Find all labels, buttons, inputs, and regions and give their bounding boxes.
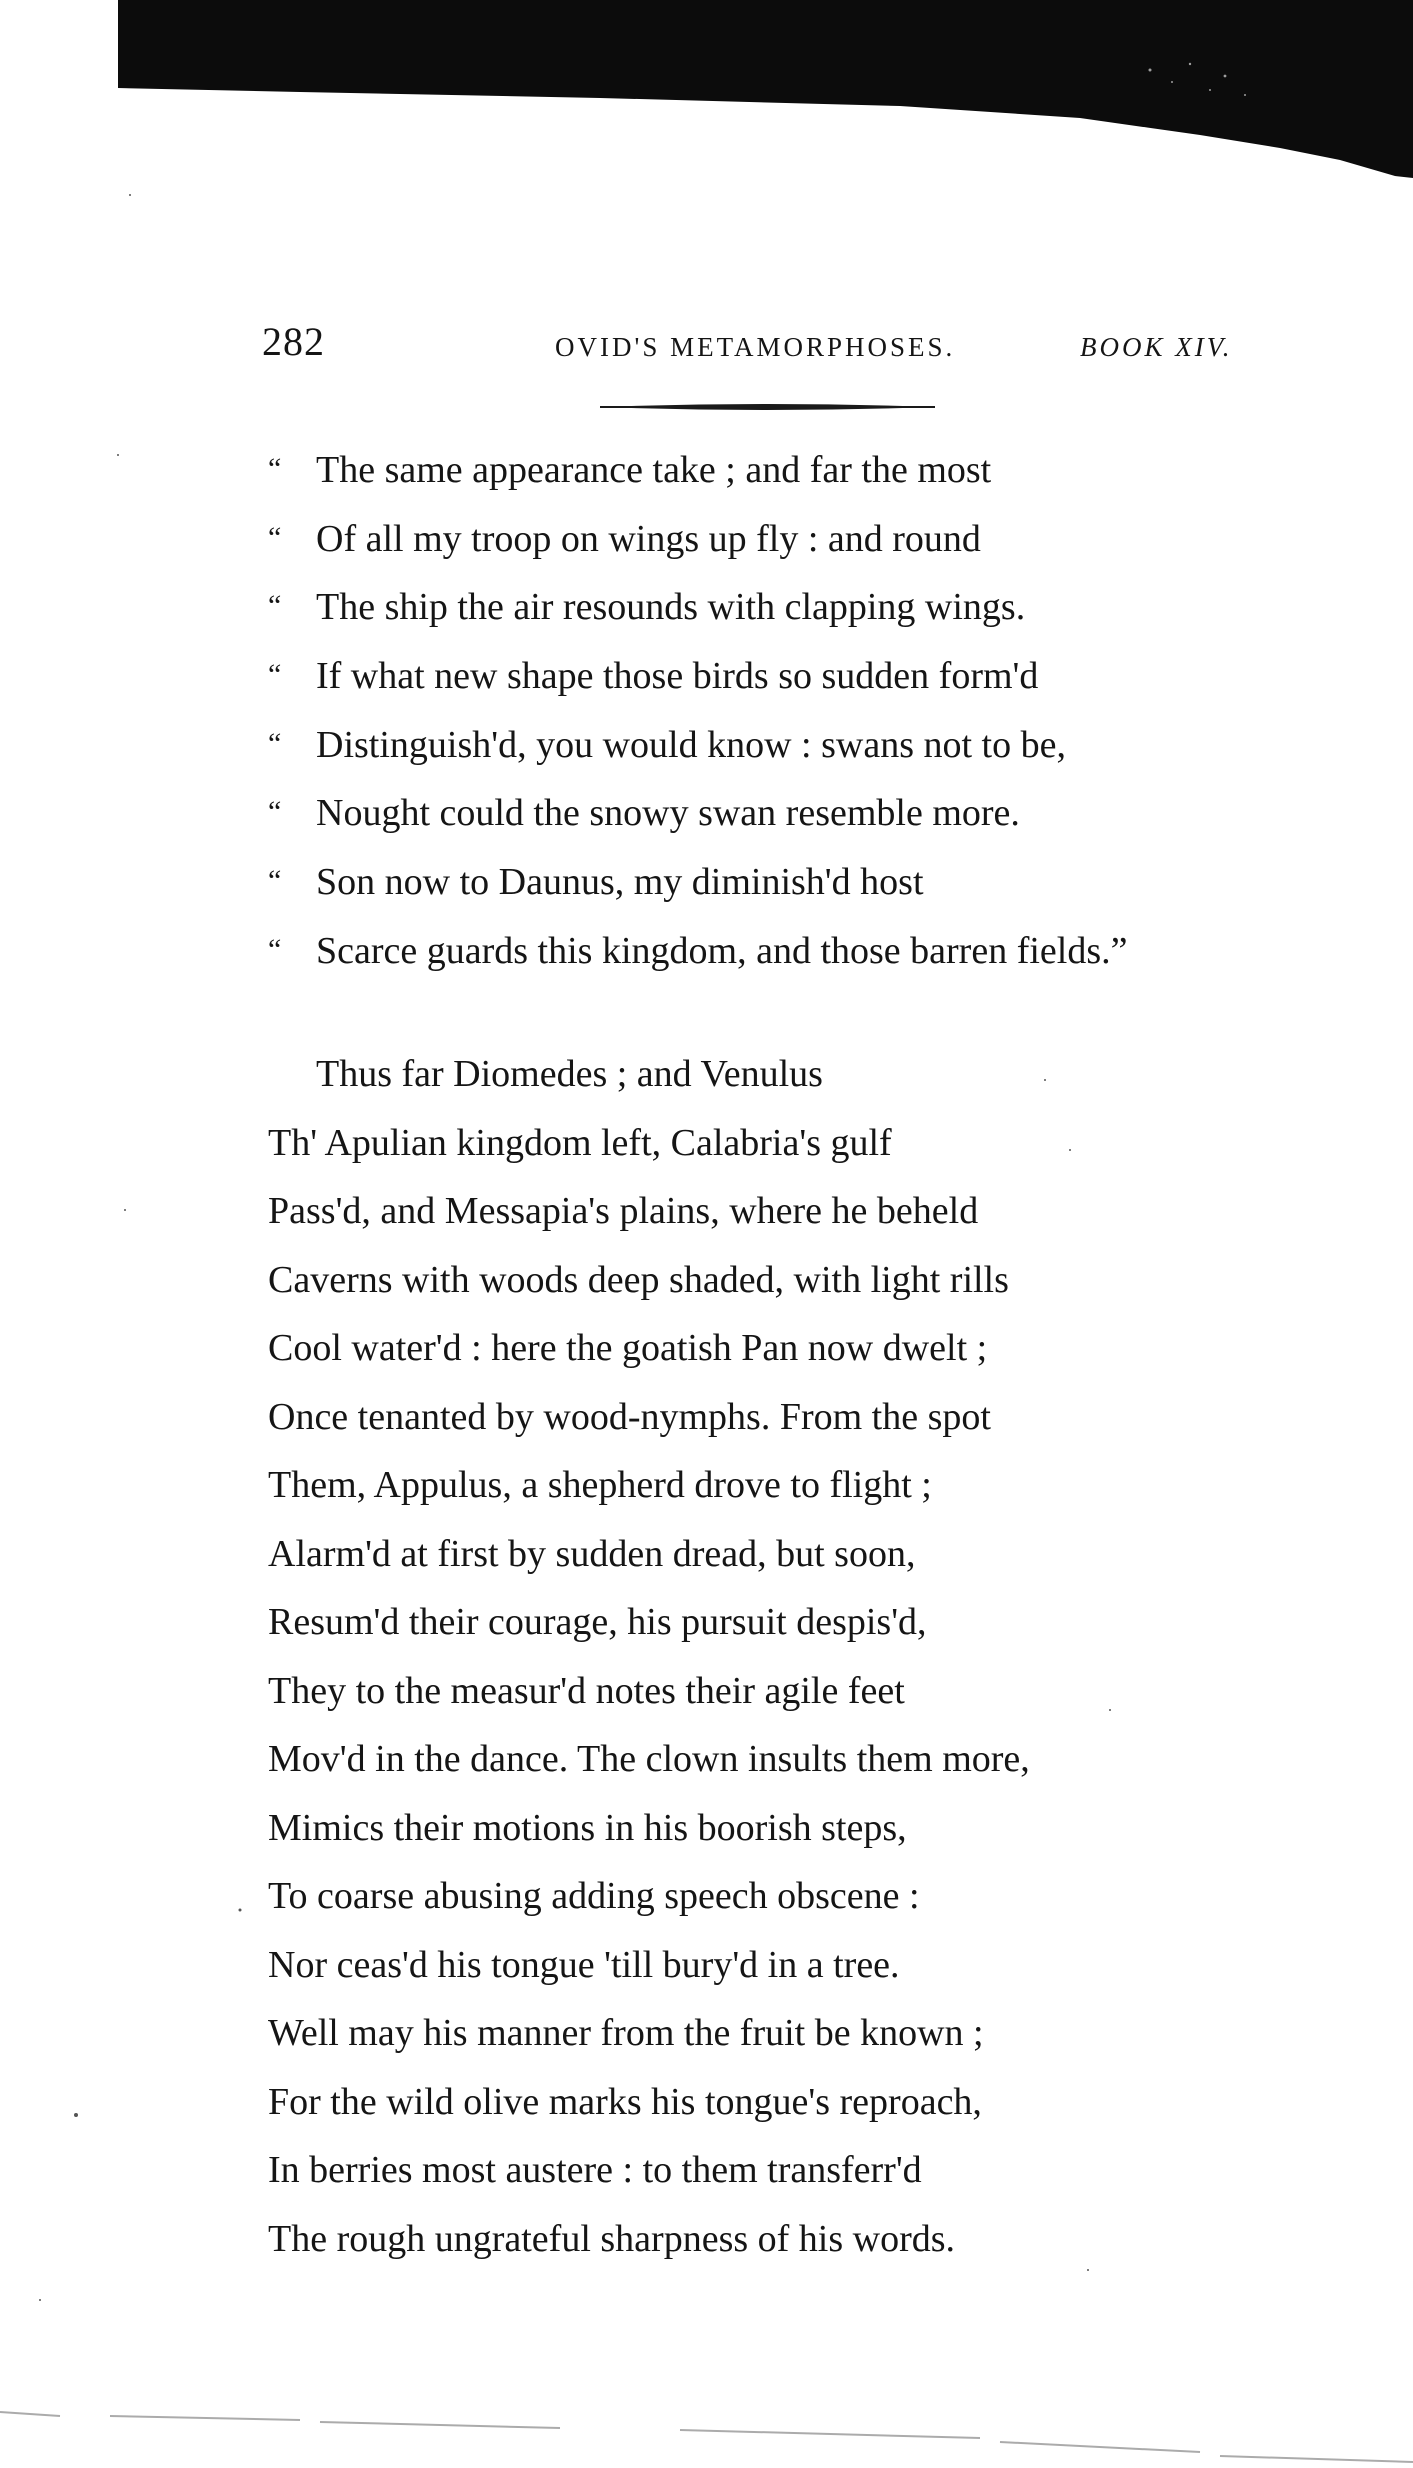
verse-line: Well may his manner from the fruit be known ; xyxy=(268,2012,984,2054)
verse-line: Pass'd, and Messapia's plains, where he beheld xyxy=(268,1190,979,1232)
verse-line: Mimics their motions in his boorish steps, xyxy=(268,1806,907,1849)
quote-mark: “ xyxy=(268,658,282,692)
verse-line: Once tenanted by wood-nymphs. From the spot xyxy=(268,1395,991,1438)
verse-line: Them, Appulus, a shepherd drove to flight ; xyxy=(268,1464,932,1506)
verse-line: Cool water'd : here the goatish Pan now dwelt ; xyxy=(268,1327,988,1369)
quote-mark: “ xyxy=(268,452,282,485)
stanza-line: “ The same appearance take ; and far the most xyxy=(268,440,1328,509)
verse-paragraph xyxy=(268,1045,1328,2278)
page-number: 282 xyxy=(262,319,325,364)
verse-line: Nor ceas'd his tongue 'till bury'd in a tree. xyxy=(268,1943,900,1986)
quote-mark: “ xyxy=(268,932,282,966)
stanza-line: “ The ship the air resounds with clapping wings. xyxy=(268,577,1328,646)
page-header xyxy=(0,318,1413,378)
stanza-line: “ Of all my troop on wings up fly : and round xyxy=(268,509,1328,578)
scan-dark-band xyxy=(0,0,1413,200)
quoted-stanza xyxy=(268,440,1328,990)
stanza-line: “ If what new shape those birds so sudden form'd xyxy=(268,646,1328,715)
quote-mark: “ xyxy=(268,864,282,898)
quote-mark: “ xyxy=(268,589,282,623)
book-label: BOOK XIV. xyxy=(1080,332,1233,362)
verse-line: Caverns with woods deep shaded, with light rills xyxy=(268,1258,1009,1301)
verse-line: Thus far Diomedes ; and Venulus xyxy=(316,1053,823,1095)
quote-mark: “ xyxy=(268,726,282,760)
verse-line: In berries most austere : to them transferr'd xyxy=(268,2149,922,2191)
quote-mark: “ xyxy=(268,520,282,554)
verse-line: Alarm'd at first by sudden dread, but soon, xyxy=(268,1532,916,1575)
header-ornament-rule xyxy=(600,398,935,416)
stanza-line: “ Scarce guards this kingdom, and those barren fields.” xyxy=(268,921,1328,990)
verse-line: They to the measur'd notes their agile feet xyxy=(268,1669,905,1712)
running-title: OVID'S METAMORPHOSES. xyxy=(555,332,956,362)
quote-mark: “ xyxy=(268,795,282,829)
stanza-line: “ Distinguish'd, you would know : swans not to be, xyxy=(268,715,1328,784)
verse-line: The rough ungrateful sharpness of his words. xyxy=(268,2217,956,2260)
stanza-line: “ Son now to Daunus, my diminish'd host xyxy=(268,852,1328,921)
verse-line: Resum'd their courage, his pursuit despis'd, xyxy=(268,1601,927,1643)
stanza-line: “ Nought could the snowy swan resemble more. xyxy=(268,783,1328,852)
verse-line: To coarse abusing adding speech obscene : xyxy=(268,1875,920,1917)
verse-line: Mov'd in the dance. The clown insults them more, xyxy=(268,1738,1030,1780)
verse-line: For the wild olive marks his tongue's reproach, xyxy=(268,2080,982,2123)
verse-line: Th' Apulian kingdom left, Calabria's gulf xyxy=(268,1121,892,1164)
